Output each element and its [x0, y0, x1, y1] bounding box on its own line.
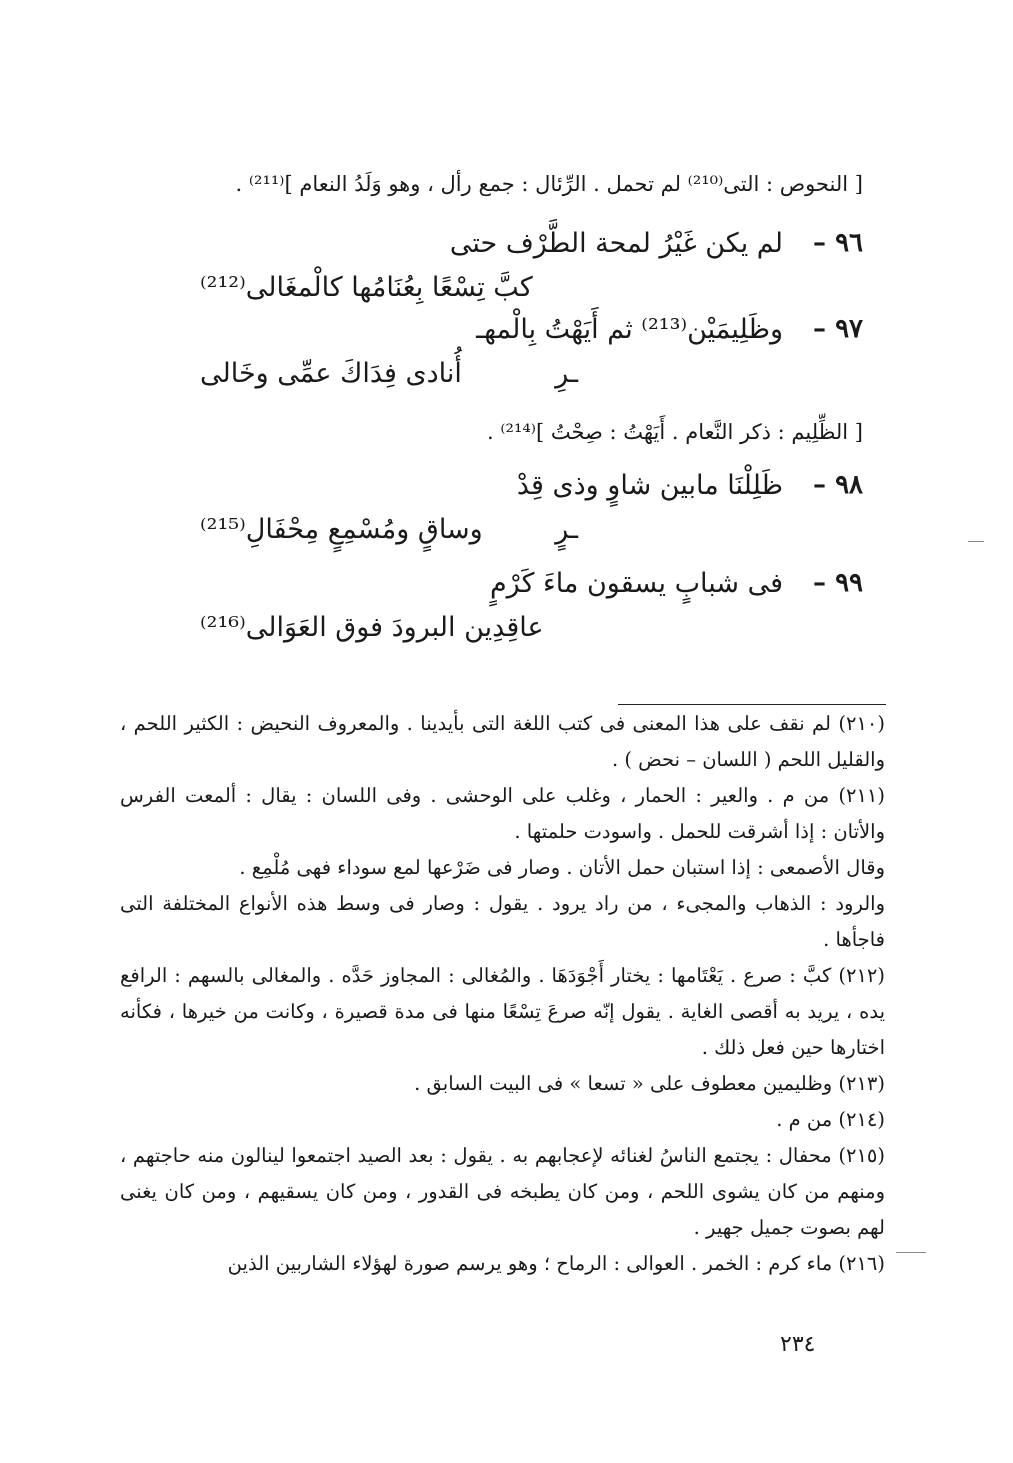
footnote-text: (٢١٦) ماء كرم : الخمر . العوالى : الرماح ؛ وهو يرسم صورة لهؤلاء الشاربين الذين	[227, 1252, 885, 1275]
verse-number: ٩٦ –	[813, 228, 863, 258]
footnote-215	[120, 1138, 885, 1246]
footnote-214	[120, 1102, 885, 1138]
verse-continuation: ـرِ	[555, 358, 578, 389]
footnote-text: (٢١٣) وظليمين معطوف على « تسعا » فى البيت السابق .	[414, 1072, 885, 1095]
footnote-216	[120, 1246, 885, 1282]
verse-second-hemistich: أُنادى فِدَاكَ عمِّى وخَالى	[200, 358, 462, 389]
footnote-continuation: والرود : الذهاب والمجىء ، من راد يرود . يقول : وصار فى وسط هذه الأنواع المختلفة التى فاجأها .	[120, 892, 885, 951]
verse-second-hemistich: عاقِدِين البرودَ فوق العَوَالى⁽²¹⁶⁾	[200, 612, 544, 643]
footnote-210	[120, 706, 885, 778]
footnote-continuation: وقال الأصمعى : إذا استبان حمل الأتان . وصار فى ضَرْعها لمع سوداء فهى مُلْمِع .	[239, 856, 885, 879]
footnote-separator	[618, 704, 886, 705]
verse-continuation: ـرٍ	[555, 514, 578, 545]
verse-first-hemistich: وظَلِيمَيْن⁽²¹³⁾ ثم أَيَهْتُ بِالْمهـ	[476, 314, 783, 345]
verse-number: ٩٩ –	[813, 568, 863, 598]
footnote-text: (٢١٤) من م .	[776, 1108, 885, 1131]
verse-99	[160, 568, 863, 678]
footnote-211	[120, 778, 885, 958]
footnote-text: (٢١٥) محفال : يجتمع الناسُ لغنائه لإعجابهم به . يقول : بعد الصيد اجتمعوا لينالون منه حاجتهم ، ومنهم من كان يشوى اللحم ، ومن كان يطبخه فى القدور ، ومن كان يسقيهم ، ومن كان يغنى لهم بصوت جميل جهير .	[120, 1144, 885, 1239]
verse-second-hemistich: وساقٍ ومُسْمِعٍ مِحْفَالِ⁽²¹⁵⁾	[200, 514, 483, 545]
verse-first-hemistich: ظَلِلْنَا مابين شاوٍ وذى قِدْ	[516, 470, 783, 501]
footnote-213	[120, 1066, 885, 1102]
gloss-line-210-211: [ النحوص : التى⁽²¹⁰⁾ لم تحمل . الرِّئال : جمع رأل ، وهو وَلَدُ النعام ]⁽²¹¹⁾ .	[235, 172, 863, 196]
verse-97	[160, 314, 863, 424]
margin-mark	[896, 1252, 926, 1253]
footnote-text: (٢١٢) كبَّ : صرع . يَعْتَامها : يختار أَجْوَدَهَا . والمُغالى : المجاوز حَدَّه . والمغالى بالسهم : الرافع يده ، يريد به أقصى الغاية . يقول إنّه صرعَ تِسْعًا منها فى مدة قصيرة ، وكانت من خيرها ، فكأنه اختارها حين فعل ذلك .	[120, 964, 885, 1059]
verse-number: ٩٨ –	[813, 470, 863, 500]
margin-mark	[968, 541, 984, 542]
footnote-text: (٢١٠) لم نقف على هذا المعنى فى كتب اللغة التى بأيدينا . والمعروف النحيض : الكثير اللحم ، والقليل اللحم ( اللسان – نحض ) .	[120, 712, 885, 771]
page-number: ٢٣٤	[780, 1332, 816, 1357]
verse-first-hemistich: لم يكن غَيْرُ لمحة الطَّرْف حتى	[449, 228, 783, 259]
verse-number: ٩٧ –	[813, 314, 863, 344]
footnote-212	[120, 958, 885, 1066]
gloss-line-213-214: [ الظِّلِيم : ذكر النَّعام . أَيَهْتُ : صِحْتُ ]⁽²¹⁴⁾ .	[487, 420, 863, 444]
verse-second-hemistich: كبَّ تِسْعًا بِعُنَامُها كالْمغَالى⁽²¹²⁾	[200, 272, 533, 303]
footnotes	[120, 706, 885, 1282]
footnote-text: (٢١١) من م . والعير : الحمار ، وغلب على الوحشى . وفى اللسان : يقال : ألمعت الفرس والأتان : إذا أشرقت للحمل . واسودت حلمتها .	[120, 784, 885, 843]
verse-98	[160, 470, 863, 580]
verse-first-hemistich: فى شبابٍ يسقون ماءَ كَرْمٍ	[489, 568, 783, 599]
